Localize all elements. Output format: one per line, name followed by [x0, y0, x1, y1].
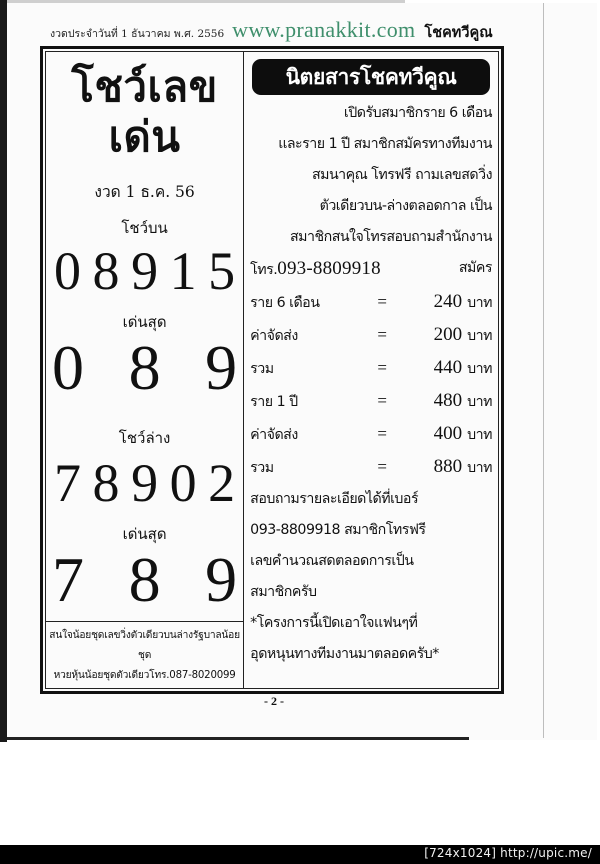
- equals-sign: =: [377, 391, 387, 410]
- page-right-edge: [543, 3, 544, 738]
- price-label: รวม: [250, 361, 274, 377]
- digit: 9: [131, 452, 159, 513]
- bottom-numbers: [46, 452, 243, 513]
- price-row: [250, 385, 492, 418]
- price-unit: บาท: [467, 328, 492, 344]
- equals-sign: =: [377, 457, 387, 476]
- price-amount: 240: [433, 291, 463, 312]
- section-label-top: โชว์บน: [121, 218, 168, 237]
- magazine-banner: นิตยสารโชคทวีคูณ: [252, 59, 490, 95]
- digit: 8: [128, 543, 161, 615]
- bottom-best-numbers: [46, 543, 243, 615]
- subscription-panel: [244, 52, 498, 688]
- outro-line: อุดหนุนทางทีมงานมาตลอดครับ*: [250, 646, 439, 662]
- equals-sign: =: [377, 358, 387, 377]
- price-row: [250, 451, 492, 484]
- price-amount: 200: [433, 324, 463, 345]
- footer-line: หวยหุ้นน้อยชุดตัวเดียวโทร.087-8020099: [53, 670, 236, 681]
- content-box: [40, 46, 504, 694]
- content-box-inner: [45, 51, 499, 689]
- digit: 5: [208, 240, 236, 301]
- outro-line: สอบถามรายละเอียดได้ที่เบอร์: [250, 491, 419, 507]
- contact-footer: [46, 621, 243, 688]
- digit: 7: [52, 543, 84, 615]
- intro-line: ตัวเดียวบน-ล่างตลอดกาล เป็น: [319, 198, 492, 214]
- digit: 7: [54, 452, 81, 513]
- footer-divider: [46, 621, 243, 622]
- price-amount: 880: [433, 456, 463, 477]
- price-label: ค่าจัดส่ง: [250, 328, 298, 344]
- digit: 9: [131, 240, 159, 301]
- panel-title: โชว์เลขเด่น: [71, 62, 218, 162]
- outro-line: 093-8809918 สมาชิกโทรฟรี: [250, 522, 426, 538]
- draw-date: งวด 1 ธ.ค. 56: [94, 182, 195, 201]
- page-bottom-rule: [7, 737, 469, 740]
- scan-dark-edge: [0, 0, 7, 742]
- digit: 0: [52, 331, 84, 403]
- price-unit: บาท: [467, 361, 492, 377]
- digit: 0: [54, 240, 81, 301]
- digit: 9: [205, 331, 238, 403]
- intro-line: เปิดรับสมาชิกราย 6 เดือน: [343, 105, 492, 121]
- price-unit: บาท: [467, 427, 492, 443]
- scan-top-edge: [7, 0, 405, 3]
- magazine-name: โชคทวีคูณ: [424, 25, 493, 41]
- lottery-numbers-panel: [46, 52, 244, 688]
- section-label-bottom: โชว์ล่าง: [118, 428, 171, 447]
- outro-line: *โครงการนี้เปิดเอาใจแฟนๆที่: [250, 615, 418, 631]
- phone-suffix: สมัคร: [458, 260, 492, 276]
- digit: 0: [169, 452, 197, 513]
- price-amount: 440: [433, 357, 463, 378]
- section-label-top-best: เด่นสุด: [122, 312, 167, 331]
- price-amount: 480: [433, 390, 463, 411]
- price-label: ราย 6 เดือน: [250, 295, 320, 311]
- price-label: ราย 1 ปี: [250, 394, 298, 410]
- price-row: [250, 352, 492, 385]
- price-label: ค่าจัดส่ง: [250, 427, 298, 443]
- price-unit: บาท: [467, 394, 492, 410]
- digit: 2: [208, 452, 236, 513]
- intro-line: สมนาคุณ โทรฟรี ถามเลขสดวิ่ง: [311, 167, 492, 183]
- website-url: www.pranakkit.com: [232, 17, 416, 42]
- digit: 8: [92, 452, 120, 513]
- footer-line: สนใจน้อยชุดเลขวิ่งตัวเดียวบนล่างรัฐบาลน้อยชุด: [49, 630, 240, 661]
- digit: 9: [205, 543, 238, 615]
- phone-number: 093-8809918: [277, 258, 381, 279]
- section-label-bottom-best: เด่นสุด: [122, 524, 167, 543]
- price-row: [250, 319, 492, 352]
- intro-line: สมาชิกสนใจโทรสอบถามสำนักงาน: [290, 229, 492, 245]
- price-amount: 400: [433, 423, 463, 444]
- phone-prefix: โทร.: [250, 262, 278, 278]
- price-row: [250, 286, 492, 319]
- price-label: รวม: [250, 460, 274, 476]
- outro-line: เลขคำนวณสดตลอดการเป็น: [250, 553, 414, 569]
- price-unit: บาท: [467, 460, 492, 476]
- equals-sign: =: [377, 424, 387, 443]
- watermark-text: [724x1024] http://upic.me/: [424, 846, 592, 860]
- digit: 8: [128, 331, 161, 403]
- outro-line: สมาชิกครับ: [250, 584, 317, 600]
- watermark-bar: [0, 845, 600, 864]
- digit: 8: [92, 240, 120, 301]
- top-numbers: [46, 240, 243, 301]
- equals-sign: =: [377, 325, 387, 344]
- equals-sign: =: [377, 292, 387, 311]
- phone-line: [250, 253, 492, 286]
- page-header: [50, 17, 505, 43]
- price-unit: บาท: [467, 295, 492, 311]
- top-best-numbers: [46, 331, 243, 403]
- page-number: - 2 -: [264, 694, 284, 708]
- price-row: [250, 418, 492, 451]
- issue-date-line: งวดประจำวันที่ 1 ธันวาคม พ.ศ. 2556: [50, 28, 225, 40]
- digit: 1: [169, 240, 197, 301]
- intro-line: และราย 1 ปี สมาชิกสมัครทางทีมงาน: [278, 136, 492, 152]
